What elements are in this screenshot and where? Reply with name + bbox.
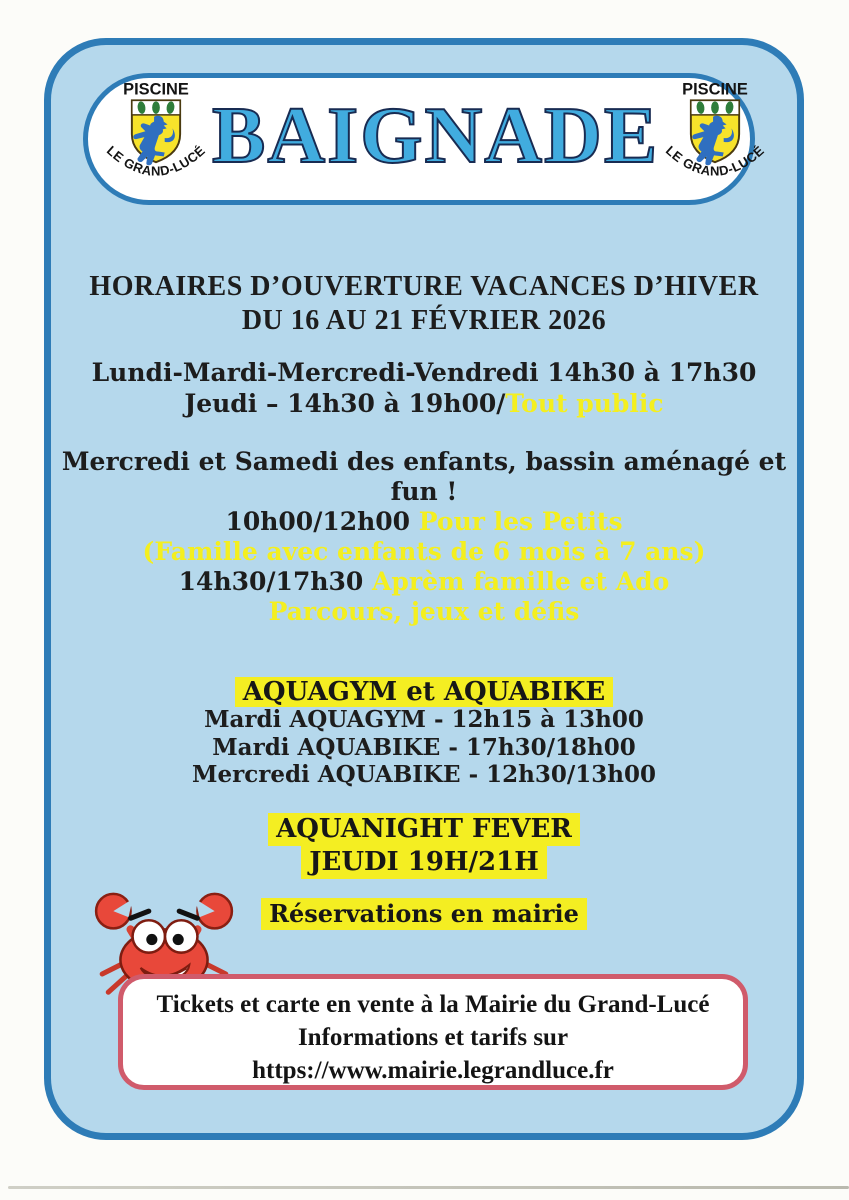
aquagym-schedule bbox=[51, 706, 797, 789]
logo-piscine-label: PISCINE bbox=[682, 80, 748, 99]
kids-slot-1-time: 10h00/12h00 bbox=[225, 507, 419, 536]
kids-slot-1 bbox=[51, 507, 797, 537]
reservation-notice-text: Réservations en mairie bbox=[261, 898, 587, 930]
poster-panel bbox=[44, 38, 804, 1140]
opening-hours-heading bbox=[51, 270, 797, 338]
schedule-line-2-audience: Tout public bbox=[505, 389, 664, 418]
coat-of-arms-shield-icon bbox=[132, 100, 180, 165]
schedule-line-1: Lundi-Mardi-Mercredi-Vendredi 14h30 à 17h30 bbox=[91, 358, 757, 387]
header-banner bbox=[83, 73, 768, 205]
info-box-line-2: Informations et tarifs sur bbox=[297, 1024, 569, 1051]
info-box bbox=[118, 974, 748, 1090]
logo-arc-label: LE GRAND-LUCÉ bbox=[663, 142, 768, 179]
coat-of-arms-shield-icon bbox=[691, 100, 739, 165]
pool-logo-left bbox=[100, 78, 212, 200]
weekly-schedule bbox=[51, 357, 797, 419]
schedule-line-2-time: Jeudi – 14h30 à 19h00/ bbox=[184, 389, 506, 418]
website-url: https://www.mairie.legrandluce.fr bbox=[252, 1057, 614, 1084]
aquabike-line-1: Mardi AQUABIKE - 17h30/18h00 bbox=[212, 733, 636, 761]
scan-artifact-line bbox=[8, 1186, 849, 1189]
kids-line-2: fun ! bbox=[390, 477, 458, 506]
schedule-line-2 bbox=[51, 388, 797, 419]
kids-slot-1-note: (Famille avec enfants de 6 mois à 7 ans) bbox=[142, 537, 706, 566]
kids-section bbox=[51, 447, 797, 627]
aquabike-line-2: Mercredi AQUABIKE - 12h30/13h00 bbox=[191, 761, 657, 788]
aquanight-title-text: AQUANIGHT FEVER bbox=[268, 813, 580, 846]
kids-slot-2-note: Parcours, jeux et défis bbox=[268, 597, 580, 626]
aquanight-section bbox=[51, 813, 797, 879]
aquagym-heading-text: AQUAGYM et AQUABIKE bbox=[235, 677, 614, 707]
heading-line-1: HORAIRES D’OUVERTURE VACANCES D’HIVER bbox=[89, 271, 759, 302]
aquagym-line: Mardi AQUAGYM - 12h15 à 13h00 bbox=[204, 706, 644, 733]
kids-line-1: Mercredi et Samedi des enfants, bassin aménagé et bbox=[61, 447, 787, 476]
poster-title: BAIGNADE bbox=[212, 92, 660, 180]
logo-piscine-label: PISCINE bbox=[123, 80, 189, 99]
aquanight-title bbox=[51, 813, 797, 846]
info-box-line-1: Tickets et carte en vente à la Mairie du Grand-Lucé bbox=[156, 991, 710, 1018]
kids-slot-2 bbox=[51, 567, 797, 597]
kids-slot-2-label: Aprèm famille et Ado bbox=[372, 567, 670, 596]
kids-slot-2-time: 14h30/17h30 bbox=[178, 567, 373, 596]
kids-slot-1-label: Pour les Petits bbox=[418, 507, 623, 536]
heading-line-2: DU 16 AU 21 FÉVRIER 2026 bbox=[241, 305, 607, 336]
aquanight-time bbox=[51, 846, 797, 879]
aquanight-time-text: JEUDI 19H/21H bbox=[301, 846, 547, 879]
pool-logo-right bbox=[659, 78, 771, 200]
aquagym-heading bbox=[51, 677, 797, 707]
logo-arc-label: LE GRAND-LUCÉ bbox=[103, 142, 209, 179]
